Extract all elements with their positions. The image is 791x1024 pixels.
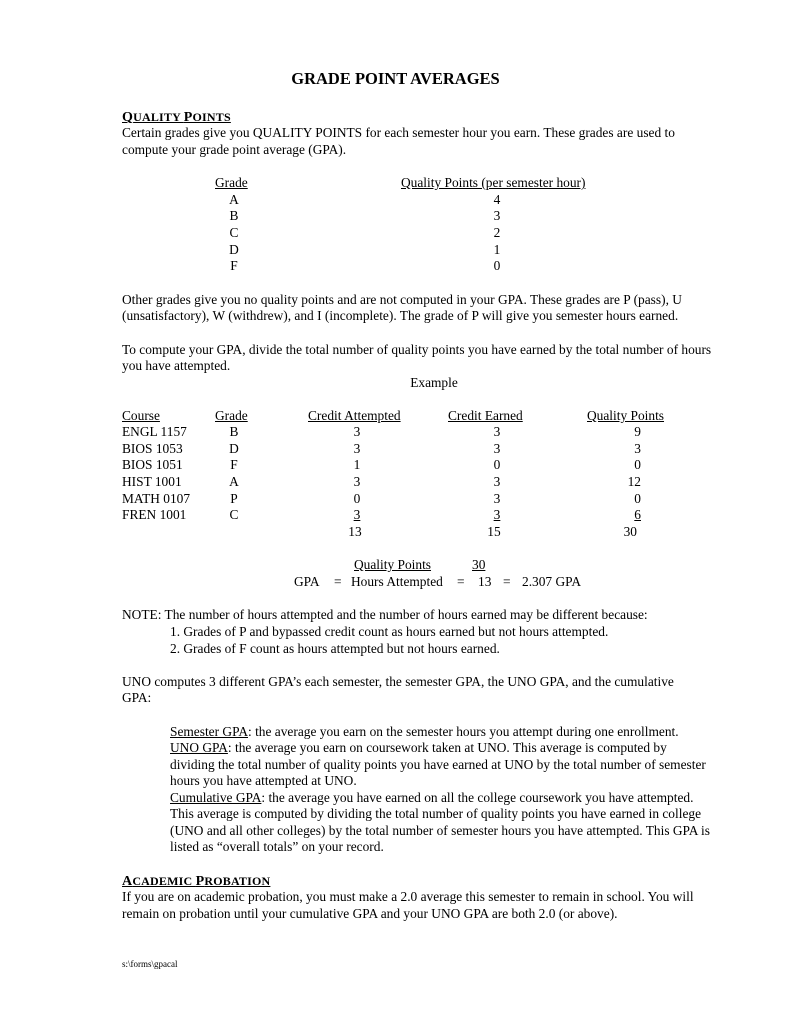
- grade-cell: B: [229, 208, 239, 223]
- attempted-cell: 1: [353, 457, 361, 472]
- points-cell: 0: [493, 258, 501, 273]
- grade-column-header: Grade: [215, 175, 248, 190]
- earned-cell: 0: [493, 457, 501, 472]
- grade-cell: B: [229, 424, 239, 439]
- grade-column-header: Grade: [215, 408, 248, 423]
- grade-cell: A: [229, 192, 239, 207]
- example-label: Example: [410, 375, 458, 390]
- cumulative-gpa-term: Cumulative GPA: [170, 790, 262, 805]
- points-cell: 4: [493, 192, 501, 207]
- grade-cell: A: [229, 474, 239, 489]
- cumulative-gpa-definition: Cumulative GPA: the average you have earned on all the college coursework you have attempted.: [170, 790, 694, 805]
- semester-gpa-term: Semester GPA: [170, 724, 248, 739]
- course-cell: MATH 0107: [122, 491, 191, 506]
- course-cell: BIOS 1051: [122, 457, 183, 472]
- grade-cell: C: [229, 507, 239, 522]
- attempted-total: 13: [348, 524, 362, 539]
- points-cell: 2: [493, 225, 501, 240]
- grade-cell: D: [229, 441, 239, 456]
- quality-points-heading: QUALITY POINTS: [122, 110, 231, 125]
- cumulative-gpa-definition-line3: (UNO and all other colleges) by the total number of semester hours you have attempted. This GPA is: [170, 823, 710, 838]
- points-cell: 0: [634, 491, 641, 506]
- earned-cell: 3: [493, 441, 501, 456]
- formula-equals: =: [334, 574, 342, 589]
- note-item: 1. Grades of P and bypassed credit count as hours earned but not hours attempted.: [170, 624, 609, 639]
- footer-path: s:\forms\gpacal: [122, 959, 178, 969]
- formula-gpa-label: GPA: [294, 574, 320, 589]
- grade-cell: F: [230, 457, 238, 472]
- quality-points-intro-line1: Certain grades give you QUALITY POINTS for each semester hour you earn. These grades are used to: [122, 125, 675, 140]
- earned-cell: 3: [493, 507, 501, 522]
- other-grades-line1: Other grades give you no quality points and are not computed in your GPA. These grades are P (pass), U: [122, 292, 682, 307]
- course-column-header: Course: [122, 408, 160, 423]
- academic-probation-heading: ACADEMIC PROBATION: [122, 874, 271, 889]
- attempted-cell: 3: [353, 507, 361, 522]
- course-cell: ENGL 1157: [122, 424, 187, 439]
- semester-gpa-definition: Semester GPA: the average you earn on the semester hours you attempt during one enrollment.: [170, 724, 679, 739]
- grade-cell: P: [230, 491, 238, 506]
- course-cell: FREN 1001: [122, 507, 187, 522]
- formula-denominator-label: Hours Attempted: [351, 574, 443, 589]
- quality-points-intro-line2: compute your grade point average (GPA).: [122, 142, 347, 157]
- formula-equals: =: [503, 574, 511, 589]
- earned-total: 15: [487, 524, 501, 539]
- points-cell: 12: [627, 474, 641, 489]
- grade-cell: D: [229, 242, 239, 257]
- formula-equals: =: [457, 574, 465, 589]
- points-column-header: Quality Points (per semester hour): [401, 175, 586, 190]
- compute-line2: you have attempted.: [122, 358, 231, 373]
- points-cell: 0: [634, 457, 641, 472]
- points-total: 30: [623, 524, 637, 539]
- points-cell: 9: [634, 424, 641, 439]
- uno-line1: UNO computes 3 different GPA’s each semester, the semester GPA, the UNO GPA, and the cumulative: [122, 674, 674, 689]
- attempted-cell: 3: [353, 424, 361, 439]
- formula-numerator-value: 30: [472, 557, 486, 572]
- attempted-cell: 0: [353, 491, 361, 506]
- grade-cell: F: [230, 258, 238, 273]
- points-cell: 3: [493, 208, 501, 223]
- compute-line1: To compute your GPA, divide the total number of quality points you have earned by the total number of hours: [122, 342, 712, 357]
- uno-gpa-term: UNO GPA: [170, 740, 228, 755]
- attempted-cell: 3: [353, 441, 361, 456]
- earned-column-header: Credit Earned: [448, 408, 523, 423]
- points-cell: 1: [493, 242, 501, 257]
- formula-numerator-label: Quality Points: [354, 557, 432, 572]
- formula-result: 2.307 GPA: [522, 574, 582, 589]
- note-intro: NOTE: The number of hours attempted and the number of hours earned may be different because:: [122, 607, 648, 622]
- grade-cell: C: [229, 225, 239, 240]
- uno-gpa-definition-line2: dividing the total number of quality points you have earned at UNO by the total number of semester: [170, 757, 706, 772]
- earned-cell: 3: [493, 424, 501, 439]
- probation-line2: remain on probation until your cumulative GPA and your UNO GPA are both 2.0 (or above).: [122, 906, 618, 921]
- attempted-column-header: Credit Attempted: [308, 408, 401, 423]
- points-column-header: Quality Points: [587, 408, 665, 423]
- course-cell: BIOS 1053: [122, 441, 183, 456]
- course-cell: HIST 1001: [122, 474, 182, 489]
- page-title: GRADE POINT AVERAGES: [291, 69, 500, 88]
- other-grades-line2: (unsatisfactory), W (withdrew), and I (incomplete). The grade of P will give you semester hours earned.: [122, 308, 679, 323]
- note-item: 2. Grades of F count as hours attempted but not hours earned.: [170, 641, 500, 656]
- points-cell: 3: [634, 441, 641, 456]
- cumulative-gpa-definition-line4: listed as “overall totals” on your record.: [170, 839, 384, 854]
- probation-line1: If you are on academic probation, you must make a 2.0 average this semester to remain in school. You will: [122, 889, 694, 904]
- uno-gpa-definition: UNO GPA: the average you earn on coursework taken at UNO. This average is computed by: [170, 740, 667, 755]
- earned-cell: 3: [493, 491, 501, 506]
- uno-line2: GPA:: [122, 690, 152, 705]
- points-cell: 6: [634, 507, 641, 522]
- formula-denominator-value: 13: [478, 574, 492, 589]
- attempted-cell: 3: [353, 474, 361, 489]
- uno-gpa-definition-line3: hours you have attempted at UNO.: [170, 773, 357, 788]
- earned-cell: 3: [493, 474, 501, 489]
- cumulative-gpa-definition-line2: This average is computed by dividing the total number of quality points you have earned in college: [170, 806, 702, 821]
